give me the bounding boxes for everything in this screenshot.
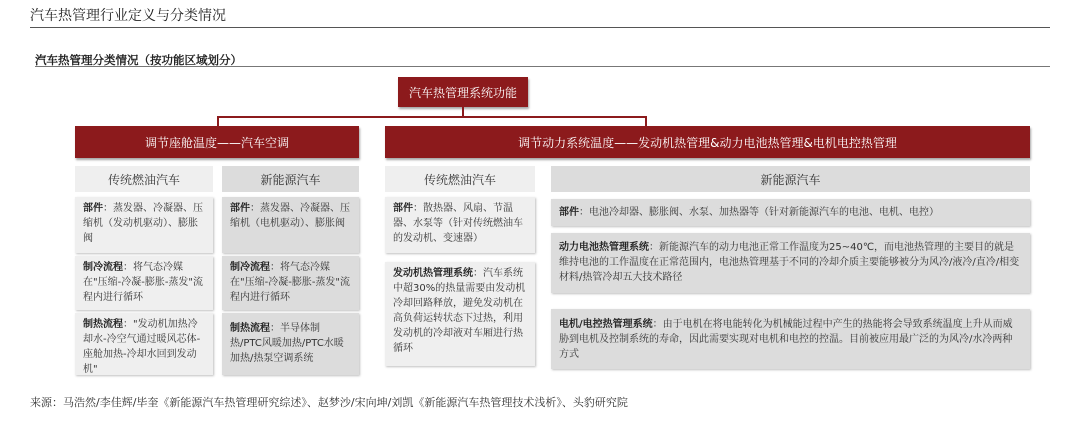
card-power-ice-engine bbox=[385, 262, 535, 366]
card-text: ：蒸发器、冷凝器、压缩机（发动机驱动）、膨胀阀 bbox=[83, 203, 203, 244]
card-cabin-ice-parts bbox=[75, 197, 213, 253]
subtitle-divider bbox=[35, 66, 1050, 67]
column-header-power-ice: 传统燃油汽车 bbox=[385, 166, 535, 192]
card-label: 动力电池热管理系统 bbox=[559, 242, 649, 253]
card-power-nev-battery bbox=[551, 233, 1030, 293]
card-cabin-ice-cooling bbox=[75, 256, 213, 310]
card-label: 发动机热管理系统 bbox=[393, 268, 473, 279]
column-header-power-nev: 新能源汽车 bbox=[551, 166, 1030, 192]
card-text: ：新能源汽车的动力电池正常工作温度为25~40℃，而电池热管理的主要目的就是维持电池的工作温度在正常范围内，电池热管理基于不同的冷却介质主要能够被分为风冷/液冷/直冷/相变材料/热管冷却五大技术路径 bbox=[559, 242, 1020, 283]
branch-powertrain-temperature: 调节动力系统温度——发动机热管理&动力电池热管理&电机电控热管理 bbox=[385, 126, 1030, 158]
branch-cabin-temperature: 调节座舱温度——汽车空调 bbox=[75, 126, 359, 158]
connector-root-down bbox=[462, 107, 464, 116]
card-label: 部件 bbox=[230, 203, 250, 214]
column-header-cabin-nev: 新能源汽车 bbox=[222, 166, 359, 192]
card-text: ：将气态冷媒在"压缩-冷凝-膨胀-蒸发"流程内进行循环 bbox=[83, 262, 204, 303]
source-note: 来源：马浩然/李佳辉/毕奎《新能源汽车热管理研究综述》、赵梦沙/宋向坤/刘凯《新能源汽车热管理技术浅析》、头豹研究院 bbox=[30, 396, 628, 409]
page-title: 汽车热管理行业定义与分类情况 bbox=[30, 8, 226, 24]
card-text: ："发动机加热冷却水-冷空气通过暖风芯体-座舱加热-冷却水回到发动机" bbox=[83, 319, 201, 375]
card-cabin-ice-heating bbox=[75, 313, 213, 375]
card-label: 部件 bbox=[559, 207, 579, 218]
card-text: ：半导体制热/PTC风暖加热/PTC水暖加热/热泵空调系统 bbox=[230, 323, 344, 364]
card-power-nev-parts bbox=[551, 199, 1030, 226]
card-text: ：将气态冷媒在"压缩-冷凝-膨胀-蒸发"流程内进行循环 bbox=[230, 262, 351, 303]
card-power-ice-parts bbox=[385, 197, 535, 253]
card-text: ：汽车系统中超30%的热量需要由发动机冷却回路释放，避免发动机在高负荷运转状态下过热，利用发动机的冷却液对车厢进行热循环 bbox=[393, 268, 526, 354]
connector-horizontal bbox=[217, 116, 647, 118]
title-divider bbox=[30, 27, 1050, 28]
connector-left-down bbox=[217, 116, 219, 126]
card-text: ：散热器、风扇、节温器、水泵等（针对传统燃油车的发动机、变速器） bbox=[393, 203, 523, 244]
card-text: ：电池冷却器、膨胀阀、水泵、加热器等（针对新能源汽车的电池、电机、电控） bbox=[579, 207, 939, 218]
card-power-nev-motor bbox=[551, 309, 1030, 369]
card-cabin-nev-parts bbox=[222, 197, 359, 253]
card-label: 制热流程 bbox=[230, 323, 270, 334]
card-label: 制冷流程 bbox=[230, 262, 270, 273]
diagram-subtitle: 汽车热管理分类情况（按功能区域划分） bbox=[35, 53, 242, 67]
column-header-cabin-ice: 传统燃油汽车 bbox=[75, 166, 213, 192]
root-node: 汽车热管理系统功能 bbox=[398, 77, 528, 107]
connector-right-down bbox=[645, 116, 647, 126]
card-label: 部件 bbox=[83, 203, 103, 214]
card-cabin-nev-heating bbox=[222, 313, 359, 375]
card-label: 制冷流程 bbox=[83, 262, 123, 273]
card-label: 部件 bbox=[393, 203, 413, 214]
card-cabin-nev-cooling bbox=[222, 256, 359, 310]
card-text: ：由于电机在将电能转化为机械能过程中产生的热能将会导致系统温度上升从而威胁到电机及控制系统的寿命，因此需要实现对电机和电控的控温。目前被应用最广泛的为风冷/水冷两种方式 bbox=[559, 319, 1013, 360]
card-label: 制热流程 bbox=[83, 319, 123, 330]
card-text: ：蒸发器、冷凝器、压缩机（电机驱动）、膨胀阀 bbox=[230, 203, 350, 229]
card-label: 电机/电控热管理系统 bbox=[559, 319, 653, 330]
